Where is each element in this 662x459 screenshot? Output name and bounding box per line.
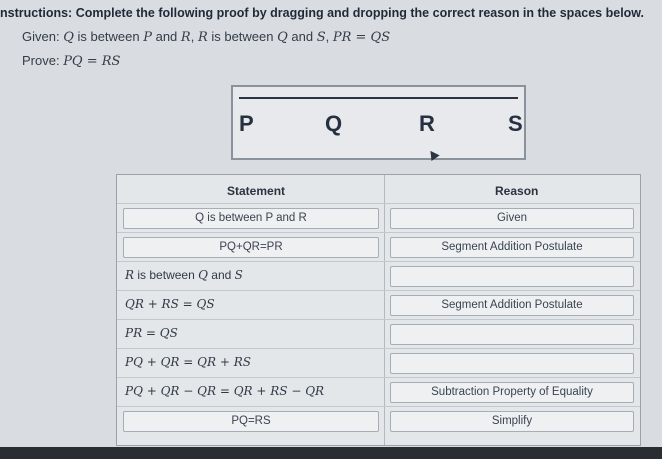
proof-row <box>117 203 640 233</box>
proof-row <box>117 290 640 320</box>
segment-diagram <box>231 85 526 160</box>
given-part: P <box>143 30 152 45</box>
given-part: PR = QS <box>332 30 391 45</box>
given-part: , <box>325 29 333 44</box>
statement-part: R <box>125 268 135 282</box>
given-text <box>22 29 390 45</box>
given-part: Q <box>63 30 74 45</box>
given-part: , <box>190 29 198 44</box>
reason-drop-box[interactable] <box>390 411 634 432</box>
proof-row <box>117 261 640 291</box>
statement-text: QR + RS = QS <box>125 297 215 311</box>
reason-text: Simplify <box>491 415 533 427</box>
statement-part: S <box>234 268 243 282</box>
point-p-label: P <box>239 111 254 136</box>
proof-row <box>117 232 640 262</box>
statement-text: PR = QS <box>125 326 178 340</box>
given-part: and <box>287 29 317 44</box>
instructions-text: nstructions: Complete the following proof by dragging and dropping the correct reason in the spaces below. <box>0 6 645 20</box>
statement-text: PQ+QR=PR <box>219 241 283 253</box>
segment-line <box>239 97 518 99</box>
given-part: and <box>151 29 181 44</box>
statement-part: and <box>207 268 235 282</box>
reason-text: Given <box>496 212 528 224</box>
statement-text: PQ=RS <box>231 415 271 427</box>
given-part: is between <box>73 29 144 44</box>
point-s-label: S <box>508 111 523 136</box>
prove-expr: PQ = RS <box>63 54 121 69</box>
reason-drop-box[interactable] <box>390 237 634 258</box>
statement-text <box>125 268 243 282</box>
given-label: Given: <box>22 29 64 44</box>
statement-text: Q is between P and R <box>195 212 307 224</box>
reason-drop-box[interactable] <box>390 382 634 403</box>
statement-part: is between <box>134 268 199 282</box>
reason-drop-box[interactable] <box>390 208 634 229</box>
statement-header: Statement <box>227 184 286 198</box>
given-part: S <box>316 30 326 45</box>
given-part: is between <box>207 29 278 44</box>
proof-row <box>117 377 640 407</box>
reason-drop-box[interactable] <box>390 324 634 345</box>
reason-header: Reason <box>495 184 539 198</box>
given-part: R <box>197 30 208 45</box>
given-part: Q <box>277 30 288 45</box>
reason-text: Subtraction Property of Equality <box>431 386 593 398</box>
prove-label: Prove: <box>22 53 64 68</box>
point-q-label: Q <box>325 111 343 136</box>
given-part: R <box>180 30 191 45</box>
reason-drop-box[interactable] <box>390 295 634 316</box>
proof-row <box>117 406 640 436</box>
statement-drop-box[interactable] <box>123 411 379 432</box>
point-r-label: R <box>419 111 435 136</box>
proof-row <box>117 348 640 378</box>
proof-table <box>116 174 641 446</box>
reason-text: Segment Addition Postulate <box>441 241 583 253</box>
proof-row <box>117 319 640 349</box>
statement-drop-box[interactable] <box>123 208 379 229</box>
statement-text: PQ + QR − QR = QR + RS − QR <box>125 384 325 398</box>
statement-part: Q <box>198 268 208 282</box>
reason-drop-box[interactable] <box>390 353 634 374</box>
statement-text: PQ + QR = QR + RS <box>125 355 251 369</box>
statement-drop-box[interactable] <box>123 237 379 258</box>
prove-text <box>22 53 120 69</box>
reason-drop-box[interactable] <box>390 266 634 287</box>
reason-text: Segment Addition Postulate <box>441 299 583 311</box>
bottom-bar <box>0 447 662 459</box>
